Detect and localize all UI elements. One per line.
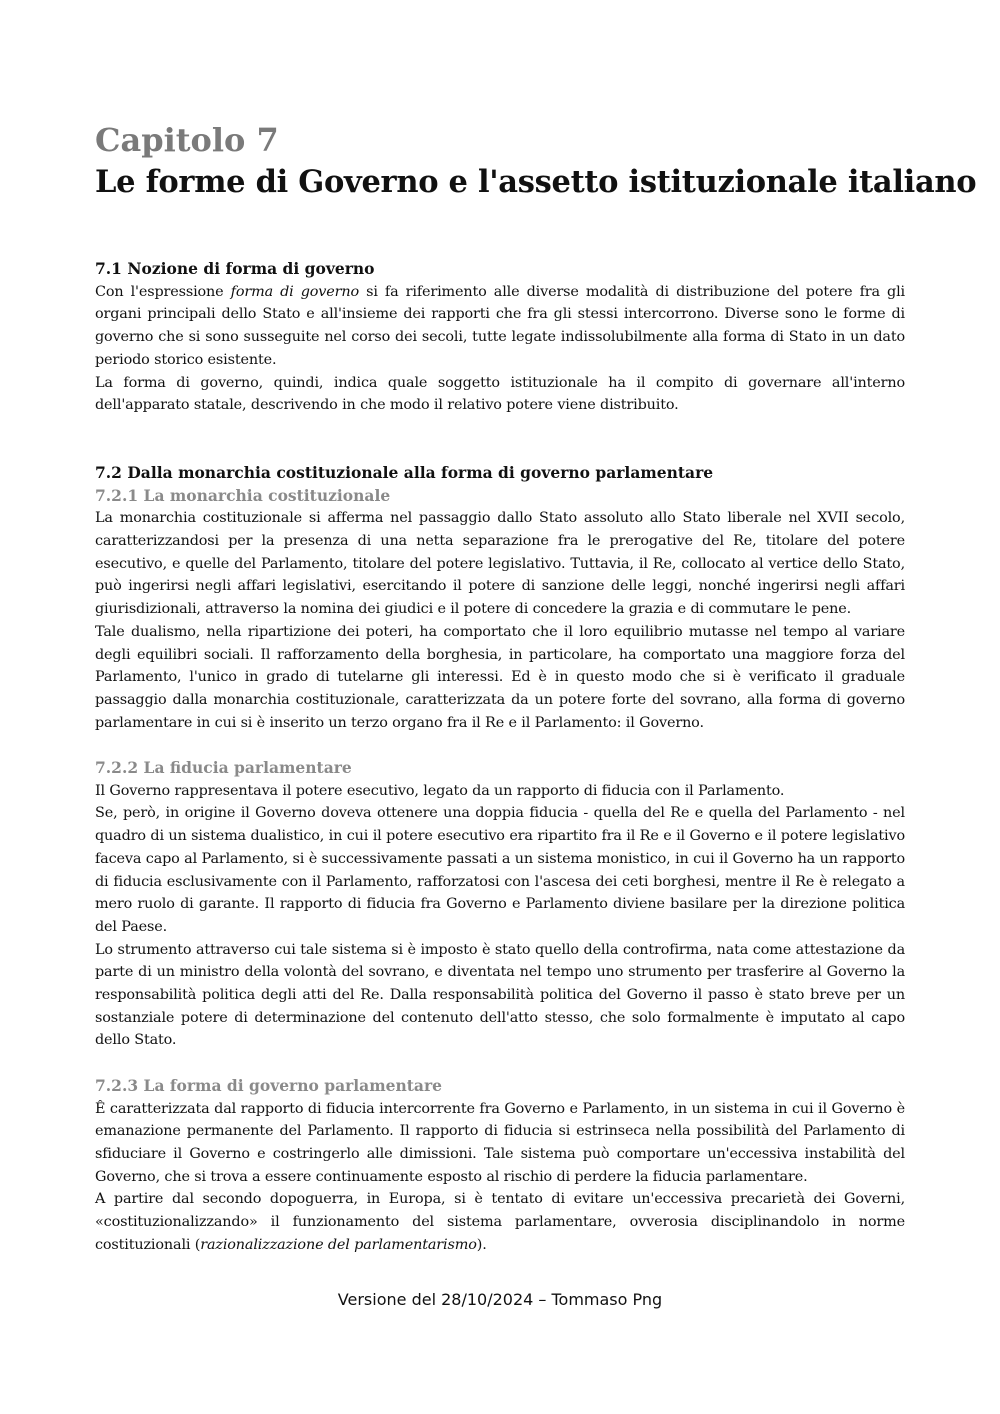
paragraph: Se, però, in origine il Governo doveva ottenere una doppia fiducia - quella del Re e quella del Parlamento - nel quadro di un sistema dualistico, in cui il potere esecutivo era ripartito fra il Re e il Governo e il potere legislativo faceva capo al Parlamento, si è successivamente passati a un sistema monistico, in cui il Governo ha un rapporto di fiducia esclusivamente con il Parlamento, rafforzatosi con l'ascesa dei ceti borghesi, mentre il Re è relegato a mero ruolo di garante. Il rapporto di fiducia fra Governo e Parlamento diviene basilare per la direzione politica del Paese. xyxy=(95,805,905,935)
paragraph xyxy=(95,1188,905,1256)
emphasis-text: forma di governo xyxy=(230,283,360,300)
chapter-label: Capitolo 7 xyxy=(95,121,279,159)
section-title-7-1: 7.1 Nozione di forma di governo xyxy=(95,259,375,278)
paragraph: La monarchia costituzionale si afferma nel passaggio dallo Stato assoluto allo Stato liberale nel XVII secolo, caratterizzandosi per la presenza di una netta separazione fra le prerogative del Re, titolare del potere esecutivo, e quelle del Parlamento, titolare del potere legislativo. Tuttavia, il Re, collocato al vertice dello Stato, può ingerirsi negli affari legislativi, esercitando il potere di sanzione delle leggi, nonché ingerirsi negli affari giurisdizionali, attraverso la nomina dei giudici e il potere di concedere la grazia e di commutare le pene. xyxy=(95,510,905,618)
text-span: A partire dal secondo dopoguerra, in Europa, si è tentato di evitare un'eccessiva precarietà dei Governi, «costituzionalizzando» il funzionamento del sistema parlamentare, ovverosia disciplinandolo in norme costituzionali ( xyxy=(95,1191,905,1253)
paragraph: La forma di governo, quindi, indica quale soggetto istituzionale ha il compito di governare all'interno dell'apparato statale, descrivendo in che modo il relativo potere viene distribuito. xyxy=(95,374,905,414)
paragraph: Lo strumento attraverso cui tale sistema si è imposto è stato quello della controfirma, nata come attestazione da parte di un ministro della volontà del sovrano, e diventata nel tempo uno strumento per trasferire al Governo la responsabilità politica degli atti del Re. Dalla responsabilità politica del Governo il passo è stato breve per un sostanziale potere di determinazione del contenuto dell'atto stesso, che solo formalmente è imputato al capo dello Stato. xyxy=(95,941,905,1049)
paragraph: Ê caratterizzata dal rapporto di fiducia intercorrente fra Governo e Parlamento, in un sistema in cui il Governo è emanazione permanente del Parlamento. Il rapporto di fiducia si estrinseca nella possibilità del Parlamento di sfiduciare il Governo e costringerlo alle dimissioni. Tale sistema può comportare un'eccessiva instabilità del Governo, che si trova a essere continuamente esposto al rischio di perdere la fiducia parlamentare. xyxy=(95,1100,905,1185)
emphasis-text: razionalizzazione del parlamentarismo xyxy=(200,1236,477,1253)
document-page xyxy=(95,120,977,1257)
text-span: si fa riferimento alle diverse modalità di distribuzione del potere fra gli organi principali dello Stato e all'insieme dei rapporti che fra gli stessi intercorrono. Diverse sono le forme di governo che si sono susseguite nel corso dei secoli, tutte legate indissolubilmente alla forma di Stato in un dato periodo storico esistente. xyxy=(95,283,905,368)
section-title-7-2: 7.2 Dalla monarchia costituzionale alla forma di governo parlamentare xyxy=(95,462,714,482)
paragraph xyxy=(95,281,905,372)
paragraph: Il Governo rappresentava il potere esecutivo, legato da un rapporto di fiducia con il Parlamento. xyxy=(95,782,785,799)
subsection-title-7-2-3: 7.2.3 La forma di governo parlamentare xyxy=(95,1075,442,1095)
subsection-title-7-2-1: 7.2.1 La monarchia costituzionale xyxy=(95,485,391,505)
page-footer: Versione del 28/10/2024 – Tommaso Png xyxy=(337,1290,663,1309)
paragraph: Tale dualismo, nella ripartizione dei poteri, ha comportato che il loro equilibrio mutasse nel tempo al variare degli equilibri sociali. Il rafforzamento della borghesia, in particolare, ha comportato una maggiore forza del Parlamento, l'unico in grado di tutelarne gli interessi. Ed è in questo modo che si è verificato il graduale passaggio dalla monarchia costituzionale, caratterizzata da un potere forte del sovrano, alla forma di governo parlamentare in cui si è inserito un terzo organo fra il Re e il Parlamento: il Governo. xyxy=(95,623,905,731)
text-span: ). xyxy=(476,1236,487,1253)
chapter-title: Le forme di Governo e l'assetto istituzionale italiano xyxy=(95,164,977,200)
subsection-title-7-2-2: 7.2.2 La fiducia parlamentare xyxy=(95,758,352,778)
text-span: Con l'espressione xyxy=(95,283,231,300)
